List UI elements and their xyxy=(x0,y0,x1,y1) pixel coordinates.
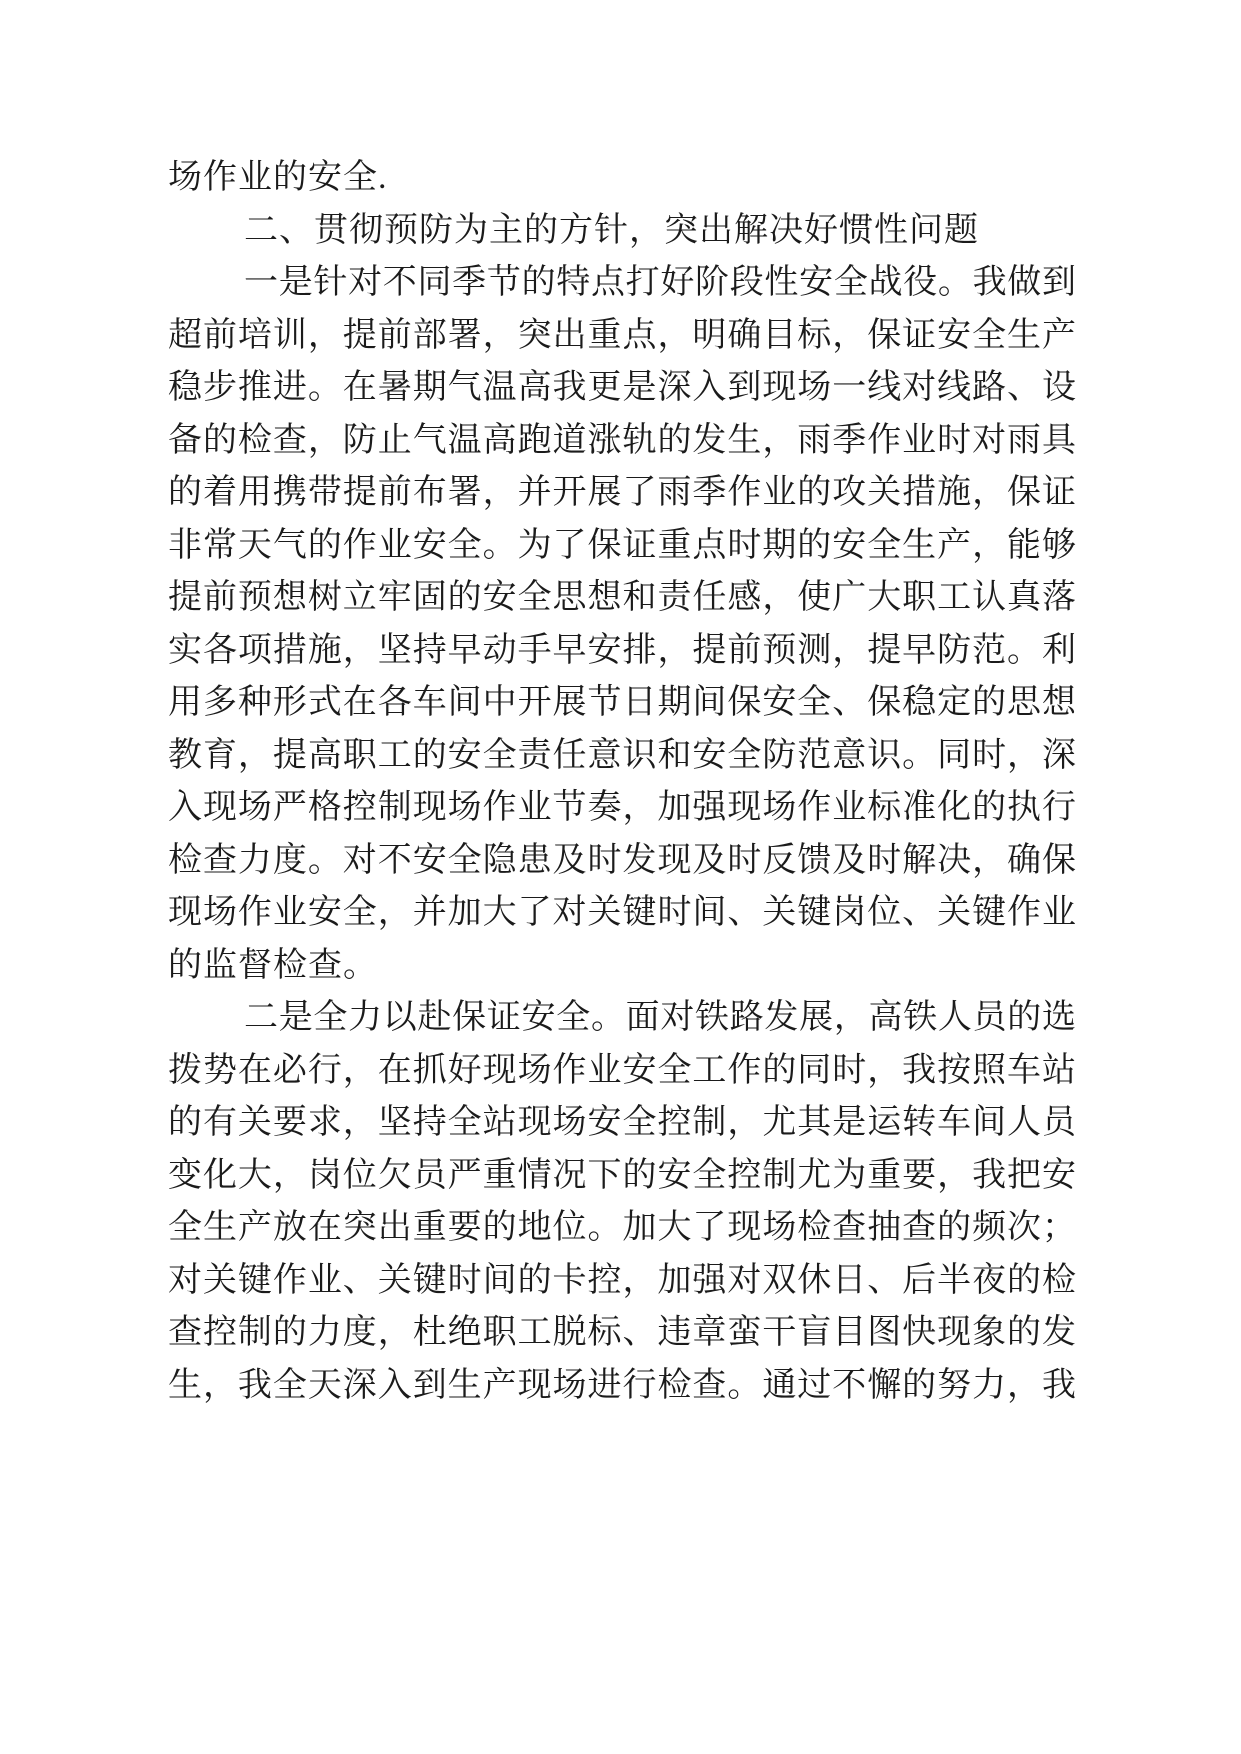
text-line: 用多种形式在各车间中开展节日期间保安全、保稳定的思想 xyxy=(168,684,1076,721)
text-line: 生，我全天深入到生产现场进行检查。通过不懈的努力，我 xyxy=(168,1366,1076,1404)
text-line: 对关键作业、关键时间的卡控，加强对双休日、后半夜的检 xyxy=(168,1261,1076,1299)
text-line: 变化大，岗位欠员严重情况下的安全控制尤为重要，我把安 xyxy=(168,1156,1076,1194)
text-line: 的监督检查。 xyxy=(168,946,378,984)
text-line: 查控制的力度，杜绝职工脱标、违章蛮干盲目图快现象的发 xyxy=(168,1314,1076,1351)
text-line: 现场作业安全，并加大了对关键时间、关键岗位、关键作业 xyxy=(168,894,1076,931)
text-line: 的有关要求，坚持全站现场安全控制，尤其是运转车间人员 xyxy=(168,1104,1076,1141)
text-line: 场作业的安全. xyxy=(168,159,388,196)
text-line: 提前预想树立牢固的安全思想和责任感，使广大职工认真落 xyxy=(168,579,1076,616)
paragraph-heading xyxy=(168,205,1076,258)
text-line: 稳步推进。在暑期气温高我更是深入到现场一线对线路、设 xyxy=(168,369,1076,406)
text-line: 的着用携带提前布署，并开展了雨季作业的攻关措施，保证 xyxy=(168,474,1076,511)
text-line: 非常天气的作业安全。为了保证重点时期的安全生产，能够 xyxy=(168,526,1076,564)
text-line: 超前培训，提前部署，突出重点，明确目标，保证安全生产 xyxy=(168,316,1076,354)
text-line: 二是全力以赴保证安全。面对铁路发展，高铁人员的选 xyxy=(244,999,1076,1036)
text-line: 拨势在必行，在抓好现场作业安全工作的同时，我按照车站 xyxy=(168,1051,1076,1089)
text-line: 入现场严格控制现场作业节奏，加强现场作业标准化的执行 xyxy=(168,789,1076,826)
text-line: 二、贯彻预防为主的方针，突出解决好惯性问题 xyxy=(244,211,979,249)
paragraph-body xyxy=(168,257,1076,992)
text-line: 检查力度。对不安全隐患及时发现及时反馈及时解决，确保 xyxy=(168,841,1076,879)
text-line: 全生产放在突出重要的地位。加大了现场检查抽查的频次； xyxy=(168,1209,1076,1246)
paragraph-body-continuation xyxy=(168,152,1076,205)
text-line: 实各项措施，坚持早动手早安排，提前预测，提早防范。利 xyxy=(168,631,1076,669)
text-line: 一是针对不同季节的特点打好阶段性安全战役。我做到 xyxy=(244,264,1076,301)
paragraph-body xyxy=(168,992,1076,1412)
text-line: 备的检查，防止气温高跑道涨轨的发生，雨季作业时对雨具 xyxy=(168,421,1076,459)
document-body xyxy=(168,152,1076,1412)
text-line: 教育，提高职工的安全责任意识和安全防范意识。同时，深 xyxy=(168,736,1076,774)
